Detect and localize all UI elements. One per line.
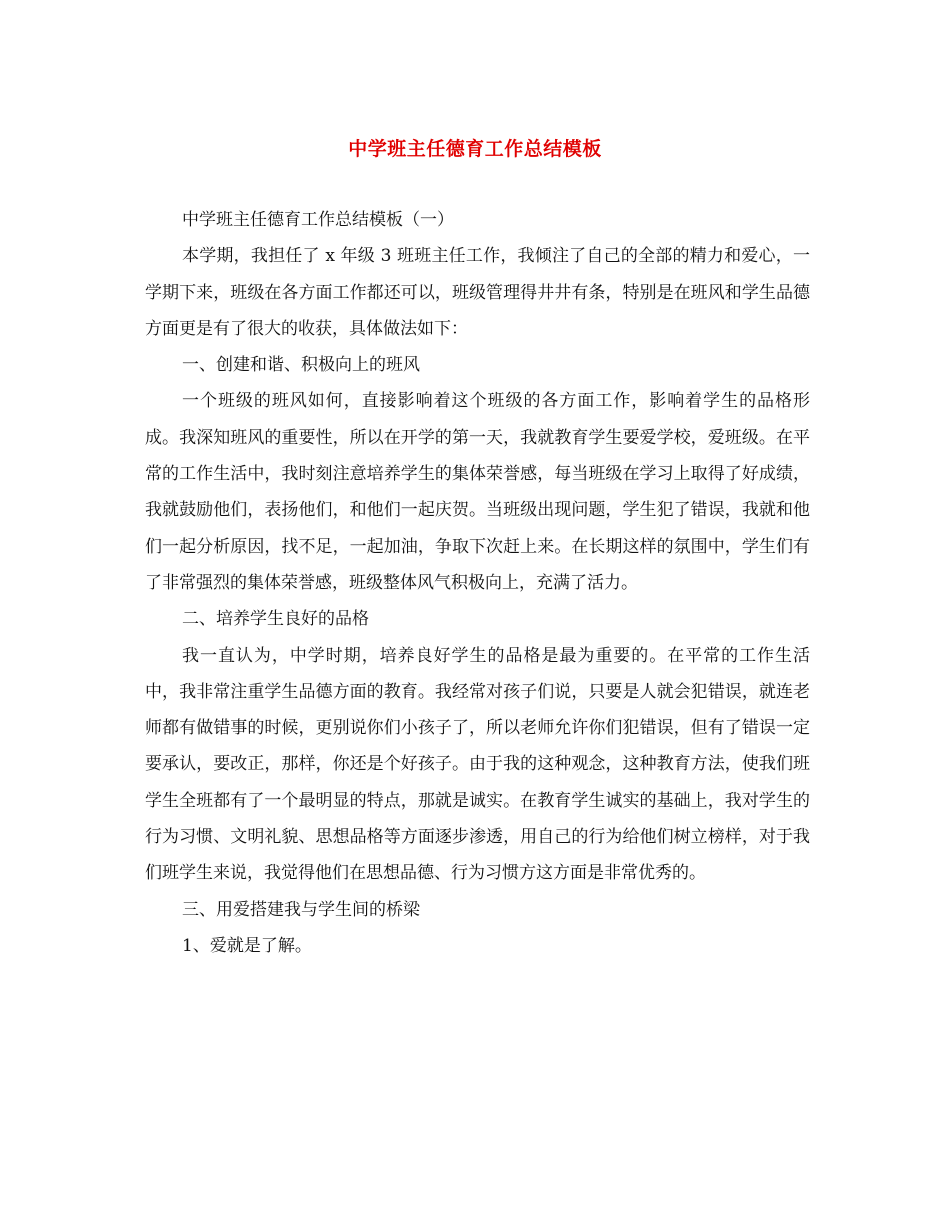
document-title: 中学班主任德育工作总结模板 (348, 138, 602, 160)
document-body (145, 202, 810, 964)
section-heading-bridge: 三、用爱搭建我与学生间的桥梁 (182, 899, 420, 920)
section-heading-template-one: 中学班主任德育工作总结模板（一） (182, 210, 454, 230)
section-heading-character: 二、培养学生良好的品格 (182, 609, 369, 630)
intro-paragraph: 本学期，我担任了 x 年级 3 班班主任工作，我倾注了自己的全部的精力和爱心，一学期下来，班级在各方面工作都还可以，班级管理得井井有条，特别是在班风和学生品德方面更是有了很大的收获，具体做法如下： (145, 246, 810, 339)
subheading-love-is-understanding: 1、爱就是了解。 (182, 935, 312, 956)
section-heading-class-spirit: 一、创建和谐、积极向上的班风 (182, 355, 420, 376)
character-paragraph: 我一直认为，中学时期，培养良好学生的品格是最为重要的。在平常的工作生活中，我非常注重学生品德方面的教育。我经常对孩子们说，只要是人就会犯错误，就连老师都有做错事的时候，更别说你们小孩子了，所以老师允许你们犯错误，但有了错误一定要承认，要改正，那样，你还是个好孩子。由于我的这种观念，这种教育方法，使我们班学生全班都有了一个最明显的特点，那就是诚实。在教育学生诚实的基础上，我对学生的行为习惯、文明礼貌、思想品格等方面逐步渗透，用自己的行为给他们树立榜样，对于我们班学生来说，我觉得他们在思想品德、行为习惯方这方面是非常优秀的。 (145, 645, 810, 884)
class-spirit-paragraph: 一个班级的班风如何，直接影响着这个班级的各方面工作，影响着学生的品格形成。我深知班风的重要性，所以在开学的第一天，我就教育学生要爱学校，爱班级。在平常的工作生活中，我时刻注意培养学生的集体荣誉感，每当班级在学习上取得了好成绩，我就鼓励他们，表扬他们，和他们一起庆贺。当班级出现问题，学生犯了错误，我就和他们一起分析原因，找不足，一起加油，争取下次赶上来。在长期这样的氛围中，学生们有了非常强烈的集体荣誉感，班级整体风气积极向上，充满了活力。 (145, 391, 810, 593)
